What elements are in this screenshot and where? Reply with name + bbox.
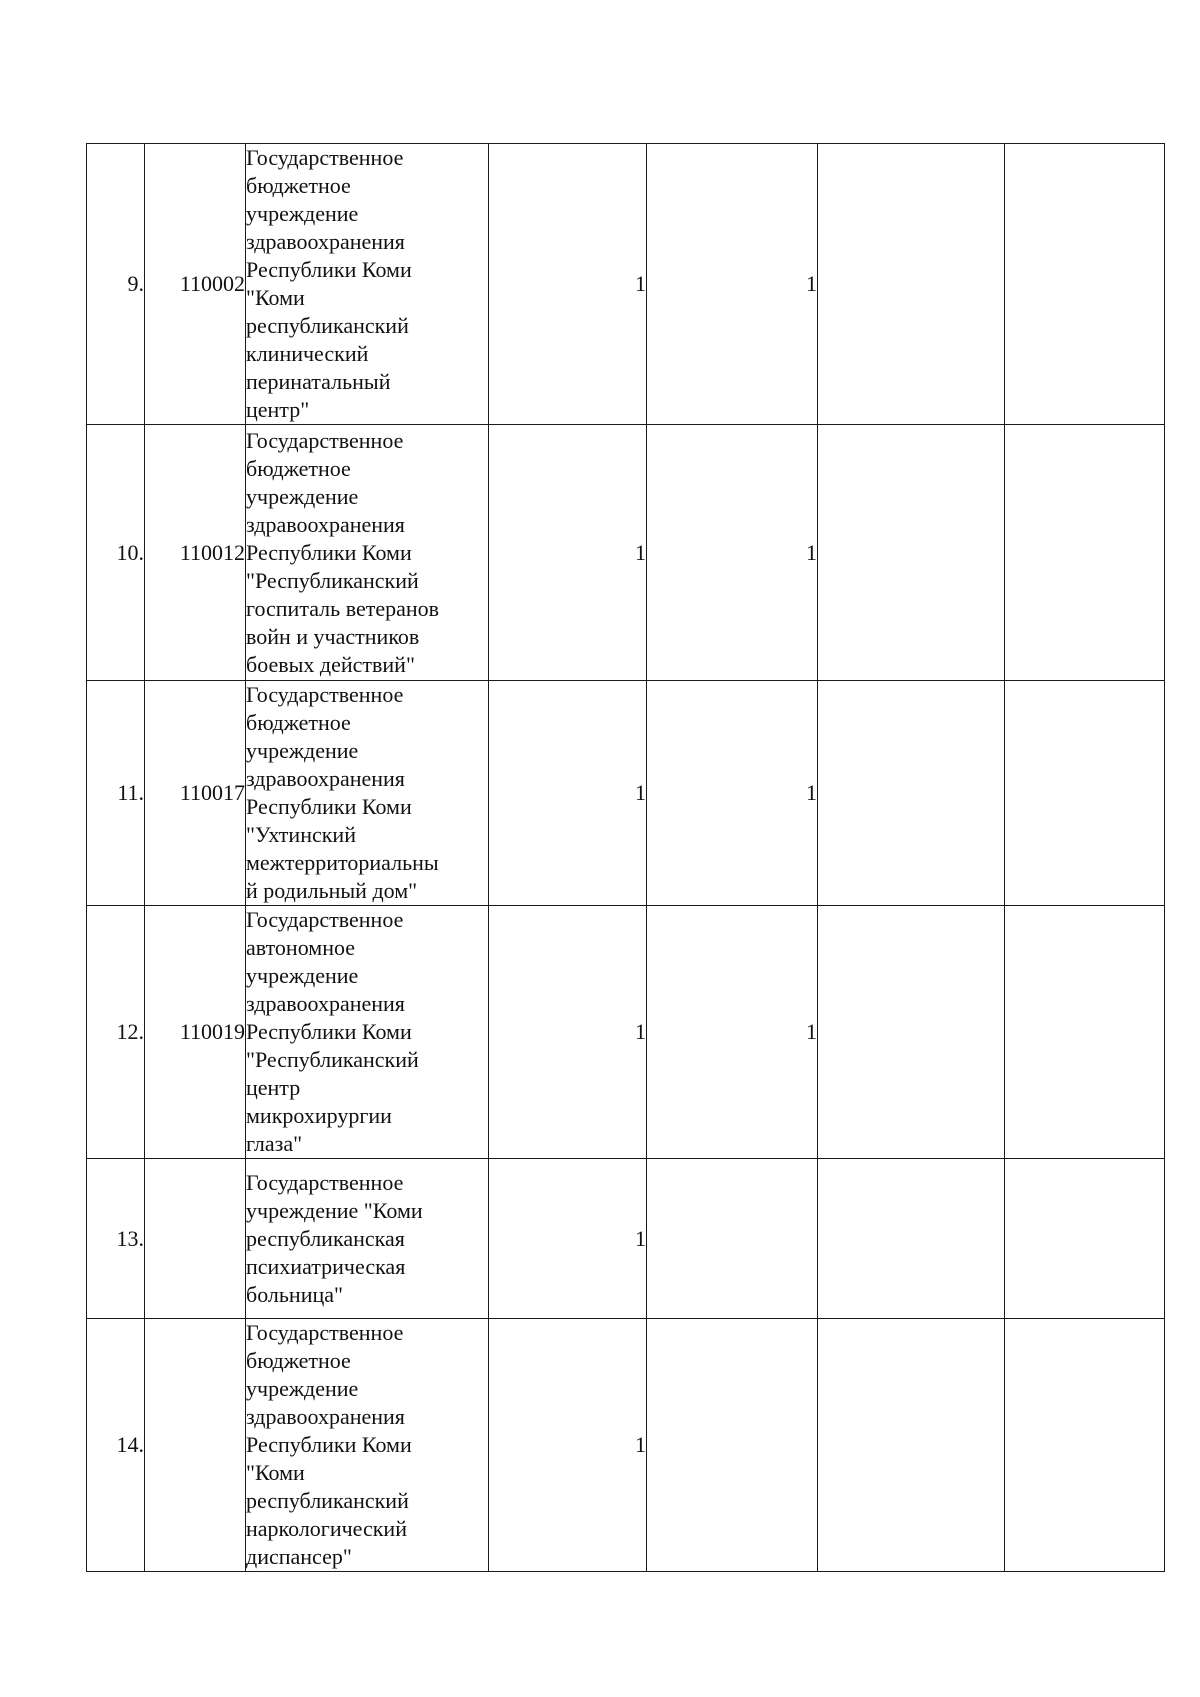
value-cell: 1	[489, 425, 647, 681]
empty-cell	[818, 425, 1005, 681]
institution-name: Государственное автономное учреждение здравоохранения Республики Коми "Республиканский центр микрохирургии глаза"	[246, 906, 489, 1159]
table-row	[87, 1159, 1165, 1319]
empty-cell	[818, 1159, 1005, 1319]
table-row	[87, 1319, 1165, 1572]
institution-code: 110002	[145, 144, 246, 425]
empty-cell	[818, 1319, 1005, 1572]
value-cell: 1	[489, 1159, 647, 1319]
empty-cell	[1005, 681, 1165, 906]
institution-code: 110019	[145, 906, 246, 1159]
empty-cell	[1005, 144, 1165, 425]
institution-code	[145, 1159, 246, 1319]
institution-name: Государственное бюджетное учреждение здравоохранения Республики Коми "Коми республиканский клинический перинатальный центр"	[246, 144, 489, 425]
row-number: 9.	[87, 144, 145, 425]
empty-cell	[1005, 1159, 1165, 1319]
value-cell: 1	[647, 681, 818, 906]
table-row	[87, 425, 1165, 681]
row-number: 10.	[87, 425, 145, 681]
institutions-table	[86, 143, 1165, 1572]
table-row	[87, 681, 1165, 906]
row-number: 13.	[87, 1159, 145, 1319]
empty-cell	[1005, 1319, 1165, 1572]
value-cell: 1	[647, 906, 818, 1159]
row-number: 14.	[87, 1319, 145, 1572]
table-row	[87, 906, 1165, 1159]
empty-cell	[647, 1319, 818, 1572]
value-cell: 1	[489, 1319, 647, 1572]
institution-name: Государственное бюджетное учреждение здравоохранения Республики Коми "Республиканский госпиталь ветеранов войн и участников боевых действий"	[246, 425, 489, 681]
empty-cell	[1005, 425, 1165, 681]
empty-cell	[647, 1159, 818, 1319]
row-number: 12.	[87, 906, 145, 1159]
value-cell: 1	[489, 906, 647, 1159]
institution-name: Государственное бюджетное учреждение здравоохранения Республики Коми "Коми республиканский наркологический диспансер"	[246, 1319, 489, 1572]
empty-cell	[818, 906, 1005, 1159]
institution-code	[145, 1319, 246, 1572]
empty-cell	[1005, 906, 1165, 1159]
institution-name: Государственное бюджетное учреждение здравоохранения Республики Коми "Ухтинский межтерриториальны й родильный дом"	[246, 681, 489, 906]
value-cell: 1	[647, 144, 818, 425]
table-row	[87, 144, 1165, 425]
empty-cell	[818, 144, 1005, 425]
institution-name: Государственное учреждение "Коми республиканская психиатрическая больница"	[246, 1159, 489, 1319]
empty-cell	[818, 681, 1005, 906]
institution-code: 110012	[145, 425, 246, 681]
row-number: 11.	[87, 681, 145, 906]
value-cell: 1	[647, 425, 818, 681]
value-cell: 1	[489, 681, 647, 906]
institution-code: 110017	[145, 681, 246, 906]
value-cell: 1	[489, 144, 647, 425]
